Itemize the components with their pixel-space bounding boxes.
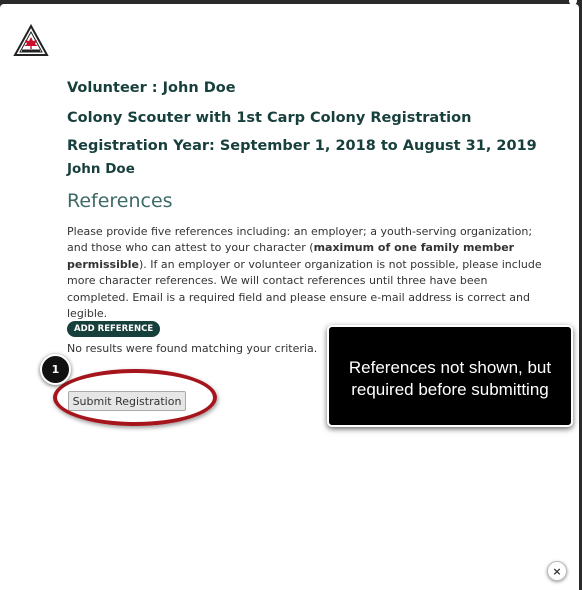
step-number-badge: 1 [40, 354, 71, 385]
references-title: References [67, 190, 173, 212]
scouts-canada-logo-icon [13, 24, 49, 58]
desc-bold: maximum of one family member permissible [67, 241, 515, 271]
highlight-ring [53, 369, 217, 426]
add-reference-button[interactable]: ADD REFERENCE [67, 321, 160, 337]
registration-modal [0, 4, 579, 590]
registration-year-heading: Registration Year: September 1, 2018 to August 31, 2019 [67, 138, 537, 154]
annotation-callout: References not shown, but required before submitting [327, 325, 573, 427]
empty-references-message: No results were found matching your criteria. [67, 342, 318, 355]
desc-part-2: ). If an employer or volunteer organization is not possible, please include more character references. We will contact references until three have been completed. Email is a required field and please ensure e-mail address is correct and legible. [67, 257, 542, 321]
volunteer-name: John Doe [67, 161, 135, 177]
desc-part-1: Please provide five references including: an employer; a youth-serving organization; and those who can attest to your character ( [67, 225, 533, 255]
volunteer-heading: Volunteer : John Doe [67, 80, 236, 96]
close-icon[interactable]: × [547, 561, 567, 581]
colony-heading: Colony Scouter with 1st Carp Colony Registration [67, 110, 472, 126]
references-description [67, 224, 545, 322]
submit-registration-button[interactable]: Submit Registration [68, 391, 186, 411]
